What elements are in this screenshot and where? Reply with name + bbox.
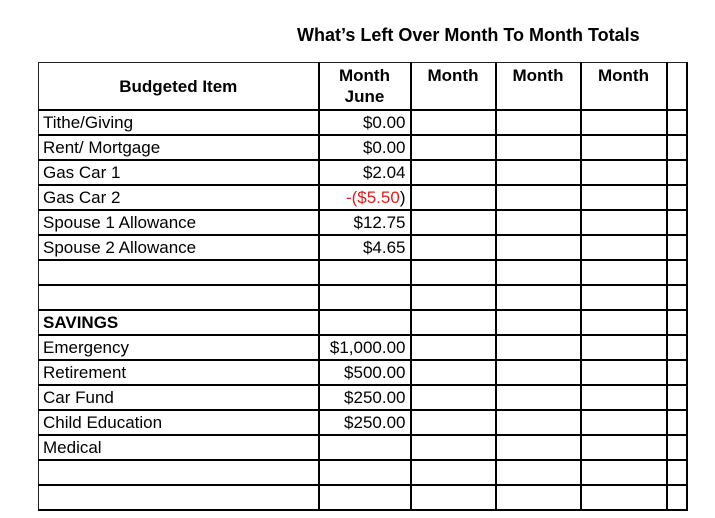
amount-value: $0.00	[362, 138, 406, 157]
month-4-cell[interactable]	[581, 160, 667, 185]
section-label[interactable]: SAVINGS	[39, 310, 319, 335]
amount-value: $250.00	[344, 388, 406, 407]
budgeted-item-cell[interactable]: Spouse 2 Allowance	[39, 235, 319, 260]
month-2-cell[interactable]	[411, 110, 496, 135]
month-2-cell[interactable]	[411, 460, 496, 485]
month-3-cell[interactable]	[496, 435, 581, 460]
table-row	[39, 185, 687, 210]
month-5-cell[interactable]	[667, 285, 687, 310]
month-4-cell[interactable]	[581, 310, 667, 335]
table-row	[39, 260, 687, 285]
budgeted-item-cell[interactable]: Gas Car 2	[39, 185, 319, 210]
amount-value: $1,000.00	[329, 338, 406, 357]
month-5-cell[interactable]	[667, 385, 687, 410]
june-amount-cell[interactable]	[319, 110, 411, 135]
header-month-3: Month	[496, 63, 581, 111]
month-4-cell[interactable]	[581, 185, 667, 210]
page-title: What’s Left Over Month To Month Totals	[297, 25, 640, 45]
table-row	[39, 335, 687, 360]
month-2-cell[interactable]	[411, 260, 496, 285]
header-month-name: June	[344, 87, 385, 106]
header-month-label: Month	[339, 66, 390, 85]
header-row	[39, 63, 687, 111]
month-3-cell[interactable]	[496, 260, 581, 285]
month-2-cell[interactable]	[411, 235, 496, 260]
month-2-cell[interactable]	[411, 285, 496, 310]
june-amount-cell[interactable]	[319, 260, 411, 285]
june-amount-cell[interactable]	[319, 485, 411, 510]
june-amount-cell[interactable]	[319, 385, 411, 410]
header-month-2: Month	[411, 63, 496, 111]
header-month-4: Month	[581, 63, 667, 111]
month-2-cell[interactable]	[411, 335, 496, 360]
month-4-cell[interactable]	[581, 110, 667, 135]
table-row	[39, 435, 687, 460]
header-month-june	[319, 63, 411, 111]
table-row	[39, 135, 687, 160]
month-3-cell[interactable]	[496, 210, 581, 235]
june-amount-cell[interactable]	[319, 360, 411, 385]
month-4-cell[interactable]	[581, 210, 667, 235]
budgeted-item-cell[interactable]: Medical	[39, 435, 319, 460]
month-5-cell[interactable]	[667, 360, 687, 385]
table-row	[39, 485, 687, 510]
amount-value: $500.00	[344, 363, 406, 382]
header-extra	[667, 63, 687, 111]
june-amount-cell[interactable]	[319, 435, 411, 460]
month-3-cell[interactable]	[496, 110, 581, 135]
table-row	[39, 385, 687, 410]
table-row	[39, 460, 687, 485]
budgeted-item-cell[interactable]: Spouse 1 Allowance	[39, 210, 319, 235]
month-3-cell[interactable]	[496, 310, 581, 335]
table-row	[39, 410, 687, 435]
month-2-cell[interactable]	[411, 385, 496, 410]
month-2-cell[interactable]	[411, 160, 496, 185]
budgeted-item-cell[interactable]	[39, 460, 319, 485]
june-amount-cell[interactable]	[319, 235, 411, 260]
june-amount-cell[interactable]	[319, 210, 411, 235]
month-3-cell[interactable]	[496, 385, 581, 410]
amount-value: $12.75	[353, 213, 406, 232]
month-2-cell[interactable]	[411, 360, 496, 385]
month-5-cell[interactable]	[667, 235, 687, 260]
month-4-cell[interactable]	[581, 260, 667, 285]
month-3-cell[interactable]	[496, 285, 581, 310]
month-2-cell[interactable]	[411, 135, 496, 160]
table-row	[39, 235, 687, 260]
month-4-cell[interactable]	[581, 235, 667, 260]
month-2-cell[interactable]	[411, 310, 496, 335]
table-row	[39, 285, 687, 310]
month-4-cell[interactable]	[581, 485, 667, 510]
month-3-cell[interactable]	[496, 360, 581, 385]
month-2-cell[interactable]	[411, 410, 496, 435]
month-5-cell[interactable]	[667, 160, 687, 185]
table-row	[39, 210, 687, 235]
june-amount-cell[interactable]	[319, 185, 411, 210]
amount-suffix: )	[399, 188, 406, 207]
budgeted-item-cell[interactable]	[39, 285, 319, 310]
month-3-cell[interactable]	[496, 410, 581, 435]
budgeted-item-cell[interactable]: Gas Car 1	[39, 160, 319, 185]
month-3-cell[interactable]	[496, 485, 581, 510]
month-2-cell[interactable]	[411, 435, 496, 460]
month-5-cell[interactable]	[667, 210, 687, 235]
month-2-cell[interactable]	[411, 210, 496, 235]
budgeted-item-cell[interactable]: Car Fund	[39, 385, 319, 410]
month-4-cell[interactable]	[581, 460, 667, 485]
month-5-cell[interactable]	[667, 335, 687, 360]
month-3-cell[interactable]	[496, 460, 581, 485]
amount-value: $2.04	[362, 163, 406, 182]
june-amount-cell[interactable]	[319, 335, 411, 360]
month-5-cell[interactable]	[667, 310, 687, 335]
budgeted-item-cell[interactable]: Child Education	[39, 410, 319, 435]
month-3-cell[interactable]	[496, 185, 581, 210]
budgeted-item-cell[interactable]: Retirement	[39, 360, 319, 385]
month-5-cell[interactable]	[667, 185, 687, 210]
june-amount-cell[interactable]	[319, 135, 411, 160]
budgeted-item-cell[interactable]: Tithe/Giving	[39, 110, 319, 135]
month-5-cell[interactable]	[667, 110, 687, 135]
table-row	[39, 160, 687, 185]
month-2-cell[interactable]	[411, 185, 496, 210]
june-amount-cell[interactable]	[319, 285, 411, 310]
header-budgeted-item: Budgeted Item	[39, 63, 319, 111]
month-4-cell[interactable]	[581, 135, 667, 160]
month-3-cell[interactable]	[496, 335, 581, 360]
june-amount-cell[interactable]	[319, 460, 411, 485]
table-row	[39, 110, 687, 135]
june-amount-cell[interactable]	[319, 310, 411, 335]
table-row	[39, 360, 687, 385]
section-row	[39, 310, 687, 335]
month-3-cell[interactable]	[496, 235, 581, 260]
budgeted-item-cell[interactable]: Rent/ Mortgage	[39, 135, 319, 160]
month-5-cell[interactable]	[667, 410, 687, 435]
amount-value: $250.00	[344, 413, 406, 432]
budgeted-item-cell[interactable]: Emergency	[39, 335, 319, 360]
month-5-cell[interactable]	[667, 460, 687, 485]
month-5-cell[interactable]	[667, 135, 687, 160]
month-4-cell[interactable]	[581, 335, 667, 360]
month-3-cell[interactable]	[496, 160, 581, 185]
amount-value: -($5.50	[345, 188, 400, 207]
month-5-cell[interactable]	[667, 485, 687, 510]
month-5-cell[interactable]	[667, 260, 687, 285]
budget-table	[38, 62, 688, 511]
month-2-cell[interactable]	[411, 485, 496, 510]
june-amount-cell[interactable]	[319, 160, 411, 185]
june-amount-cell[interactable]	[319, 410, 411, 435]
month-4-cell[interactable]	[581, 285, 667, 310]
month-3-cell[interactable]	[496, 135, 581, 160]
amount-value: $0.00	[362, 113, 406, 132]
amount-value: $4.65	[362, 238, 406, 257]
budgeted-item-cell[interactable]	[39, 485, 319, 510]
month-5-cell[interactable]	[667, 435, 687, 460]
month-4-cell[interactable]	[581, 410, 667, 435]
month-4-cell[interactable]	[581, 385, 667, 410]
month-4-cell[interactable]	[581, 435, 667, 460]
month-4-cell[interactable]	[581, 360, 667, 385]
budgeted-item-cell[interactable]	[39, 260, 319, 285]
